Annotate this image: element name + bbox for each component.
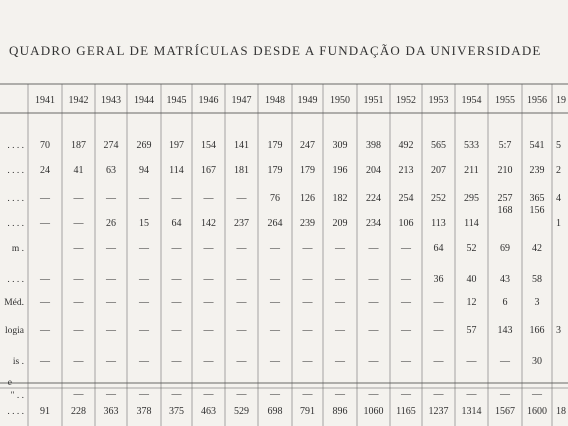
table-cell: 64 xyxy=(171,218,182,229)
column-header: 1945 xyxy=(166,95,187,106)
table-cell: 24 xyxy=(40,165,50,176)
table-cell: — xyxy=(236,389,247,400)
table-cell: 209 xyxy=(332,218,348,229)
table-cell: 91 xyxy=(40,406,50,417)
table-cell: — xyxy=(335,325,345,336)
table-cell: — xyxy=(171,243,182,254)
table-cell: — xyxy=(236,193,247,204)
table-cell: 179 xyxy=(267,140,283,151)
table-cell: — xyxy=(40,356,50,367)
column-header: 1952 xyxy=(396,95,416,106)
table-cell: 269 xyxy=(136,140,152,151)
table-cell: — xyxy=(401,325,411,336)
table-cell: 143 xyxy=(497,325,513,336)
table-cell: — xyxy=(236,243,247,254)
table-cell: 207 xyxy=(431,165,446,176)
table-cell: 4 xyxy=(556,193,561,204)
table-cell: — xyxy=(73,297,84,308)
table-cell: 896 xyxy=(332,406,348,417)
column-header: 1955 xyxy=(495,95,515,106)
table-cell: 492 xyxy=(398,140,414,151)
row-label: Méd. xyxy=(4,298,24,308)
table-cell: 463 xyxy=(201,406,216,417)
table-cell: — xyxy=(368,274,379,285)
table-cell: — xyxy=(500,389,510,400)
table-cell: — xyxy=(302,243,313,254)
table-cell: — xyxy=(368,389,379,400)
table-cell: — xyxy=(335,243,345,254)
table-cell: — xyxy=(203,243,214,254)
table-cell: 274 xyxy=(103,140,119,151)
row-label: m . xyxy=(11,244,24,254)
table-cell: 63 xyxy=(106,165,116,176)
table-cell: — xyxy=(368,297,379,308)
column-header: 1953 xyxy=(428,95,449,106)
table-cell: — xyxy=(302,274,313,285)
table-cell: — xyxy=(270,356,280,367)
table-cell: — xyxy=(171,325,182,336)
table-cell: — xyxy=(302,356,313,367)
column-header: 19 xyxy=(556,95,566,106)
table-cell: 57 xyxy=(466,325,477,336)
table-cell: — xyxy=(106,243,116,254)
table-cell: 1 xyxy=(556,218,561,229)
table-cell: 234 xyxy=(366,218,381,229)
table-cell: — xyxy=(401,356,411,367)
row-label: . . . . xyxy=(7,194,24,204)
table-cell: 36 xyxy=(433,274,444,285)
table-cell: 30 xyxy=(532,356,542,367)
table-cell: — xyxy=(433,297,444,308)
table-cell: — xyxy=(171,297,182,308)
table-cell: — xyxy=(335,274,345,285)
table-cell: 1314 xyxy=(461,406,482,417)
table-cell: 187 xyxy=(71,140,86,151)
table-cell: 239 xyxy=(529,165,545,176)
table-cell: 70 xyxy=(40,140,50,151)
table-cell: — xyxy=(203,356,214,367)
table-cell: 264 xyxy=(267,218,283,229)
table-cell: 166 xyxy=(529,325,545,336)
table-cell: 58 xyxy=(532,274,542,285)
table-cell: — xyxy=(466,389,477,400)
table-cell: 252 xyxy=(431,193,446,204)
table-cell: — xyxy=(433,356,444,367)
table-cell: — xyxy=(466,356,477,367)
table-cell: — xyxy=(302,297,313,308)
table-cell: 43 xyxy=(500,274,510,285)
table-cell: 106 xyxy=(398,218,414,229)
table-cell: — xyxy=(171,274,182,285)
table-cell: 40 xyxy=(466,274,477,285)
table-cell: 2 xyxy=(556,165,561,176)
table-cell: — xyxy=(401,297,411,308)
table-cell: 154 xyxy=(201,140,216,151)
table-cell: 254 xyxy=(398,193,414,204)
table-cell: 42 xyxy=(532,243,542,254)
table-cell: 156 xyxy=(529,205,545,216)
table-cell: 5 xyxy=(556,140,561,151)
table-cell: 365 xyxy=(529,193,545,204)
table-cell: — xyxy=(236,356,247,367)
table-cell: — xyxy=(270,389,280,400)
table-cell: — xyxy=(106,193,116,204)
table-cell: 179 xyxy=(300,165,315,176)
table-cell: — xyxy=(270,297,280,308)
table-cell: — xyxy=(401,274,411,285)
table-cell: 698 xyxy=(267,406,283,417)
table-cell: — xyxy=(203,274,214,285)
table-cell: 3 xyxy=(534,297,540,308)
table-cell: 1060 xyxy=(363,406,384,417)
table-cell: 6 xyxy=(502,297,508,308)
table-cell: — xyxy=(270,243,280,254)
table-cell: — xyxy=(73,325,84,336)
row-label: . . . . xyxy=(7,407,24,417)
column-header: 1954 xyxy=(461,95,482,106)
table-cell: — xyxy=(270,274,280,285)
table-cell: — xyxy=(368,356,379,367)
table-cell: 168 xyxy=(497,205,513,216)
table-cell: — xyxy=(73,218,84,229)
table-cell: 257 xyxy=(497,193,513,204)
table-cell: — xyxy=(73,243,84,254)
table-cell: — xyxy=(171,193,182,204)
row-label: is . xyxy=(12,357,24,367)
table-cell: — xyxy=(171,356,182,367)
table-cell: 1600 xyxy=(527,406,547,417)
table-cell: — xyxy=(302,389,313,400)
table-cell: — xyxy=(203,325,214,336)
table-cell: 211 xyxy=(464,165,479,176)
table-cell: — xyxy=(203,389,214,400)
column-header: 1944 xyxy=(134,95,154,106)
table-cell: — xyxy=(401,243,411,254)
column-header: 1951 xyxy=(363,95,384,106)
table-cell: 12 xyxy=(466,297,477,308)
table-cell: 141 xyxy=(234,140,249,151)
table-cell: — xyxy=(106,356,116,367)
table-cell: 1567 xyxy=(495,406,515,417)
table-cell: — xyxy=(236,274,247,285)
table-cell: — xyxy=(73,389,84,400)
table-cell: 204 xyxy=(366,165,381,176)
table-cell: 114 xyxy=(464,218,479,229)
column-header: 1950 xyxy=(330,95,350,106)
table-cell: 196 xyxy=(332,165,348,176)
table-cell: 791 xyxy=(300,406,315,417)
table-cell: — xyxy=(139,274,149,285)
table-cell: 247 xyxy=(300,140,315,151)
table-cell: 398 xyxy=(366,140,381,151)
column-header: 1942 xyxy=(68,95,89,106)
table-cell: 213 xyxy=(398,165,414,176)
table-cell: 41 xyxy=(73,165,84,176)
row-label: . . . . xyxy=(7,275,24,285)
row-label: . . . . xyxy=(7,166,24,176)
column-header: 1948 xyxy=(265,95,285,106)
table-cell: 363 xyxy=(103,406,119,417)
table-cell: — xyxy=(106,274,116,285)
table-cell: — xyxy=(236,297,247,308)
row-label: " . . xyxy=(10,391,24,401)
table-cell: 239 xyxy=(300,218,315,229)
table-cell: — xyxy=(40,325,50,336)
table-cell: 197 xyxy=(169,140,184,151)
table-cell: 64 xyxy=(433,243,444,254)
table-cell: 181 xyxy=(234,165,249,176)
table-cell: 52 xyxy=(466,243,477,254)
table-cell: — xyxy=(203,193,214,204)
table-cell: 142 xyxy=(201,218,216,229)
table-cell: 76 xyxy=(270,193,280,204)
row-label: e xyxy=(7,378,12,388)
table-cell: 167 xyxy=(201,165,216,176)
table-cell: 378 xyxy=(136,406,152,417)
table-cell: 3 xyxy=(556,325,561,336)
table-cell: — xyxy=(401,389,411,400)
table-cell: 529 xyxy=(234,406,249,417)
table-cell: — xyxy=(203,297,214,308)
table-cell: 113 xyxy=(431,218,446,229)
table-cell: — xyxy=(40,274,50,285)
table-cell: — xyxy=(335,356,345,367)
table-cell: — xyxy=(73,274,84,285)
table-cell: — xyxy=(106,297,116,308)
table-cell: 228 xyxy=(71,406,86,417)
table-cell: 565 xyxy=(431,140,446,151)
column-header: 1947 xyxy=(231,95,252,106)
table-cell: — xyxy=(139,193,149,204)
table-cell: 210 xyxy=(497,165,513,176)
table-cell: 114 xyxy=(169,165,184,176)
table-cell: — xyxy=(302,325,313,336)
table-cell: — xyxy=(40,193,50,204)
table-cell: 375 xyxy=(169,406,184,417)
column-header: 1943 xyxy=(101,95,121,106)
page-title: QUADRO GERAL DE MATRÍCULAS DESDE A FUNDAÇÃO DA UNIVERSIDADE xyxy=(9,43,542,58)
table-cell: 69 xyxy=(500,243,510,254)
table-cell: 26 xyxy=(106,218,116,229)
table-cell: 15 xyxy=(139,218,149,229)
table-cell: — xyxy=(270,325,280,336)
row-label: . . . . xyxy=(7,141,24,151)
table-cell: — xyxy=(73,356,84,367)
table-cell: 1165 xyxy=(396,406,416,417)
column-header: 1949 xyxy=(297,95,318,106)
table-cell: — xyxy=(40,297,50,308)
table-cell: — xyxy=(236,325,247,336)
table-cell: — xyxy=(139,389,149,400)
column-header: 1941 xyxy=(35,95,55,106)
column-header: 1946 xyxy=(198,95,219,106)
table-cell: — xyxy=(171,389,182,400)
table-cell: 295 xyxy=(464,193,479,204)
table-cell: — xyxy=(106,325,116,336)
column-header: 1956 xyxy=(527,95,547,106)
table-cell: — xyxy=(335,389,345,400)
table-cell: — xyxy=(73,193,84,204)
table-cell: 94 xyxy=(139,165,149,176)
table-cell: — xyxy=(433,325,444,336)
row-label: logia xyxy=(5,326,24,336)
table-cell: — xyxy=(368,325,379,336)
table-cell: 237 xyxy=(234,218,249,229)
table-cell: 224 xyxy=(366,193,381,204)
table-cell: 182 xyxy=(332,193,348,204)
table-cell: 541 xyxy=(529,140,545,151)
table-cell: — xyxy=(500,356,510,367)
table-cell: — xyxy=(368,243,379,254)
table-cell: 179 xyxy=(267,165,283,176)
table-cell: — xyxy=(40,218,50,229)
table-cell: — xyxy=(139,356,149,367)
table-cell: — xyxy=(139,325,149,336)
table-cell: 533 xyxy=(464,140,479,151)
table-cell: 18 xyxy=(556,406,566,417)
table-cell: — xyxy=(532,389,542,400)
table-cell: 5:7 xyxy=(498,140,512,151)
table-cell: 1237 xyxy=(428,406,449,417)
table-cell: — xyxy=(433,389,444,400)
table-cell: 126 xyxy=(300,193,315,204)
table-cell: — xyxy=(106,389,116,400)
table-cell: 309 xyxy=(332,140,348,151)
table-cell: — xyxy=(139,297,149,308)
row-label: . . . . xyxy=(7,219,24,229)
table-cell: — xyxy=(335,297,345,308)
table-cell: — xyxy=(139,243,149,254)
